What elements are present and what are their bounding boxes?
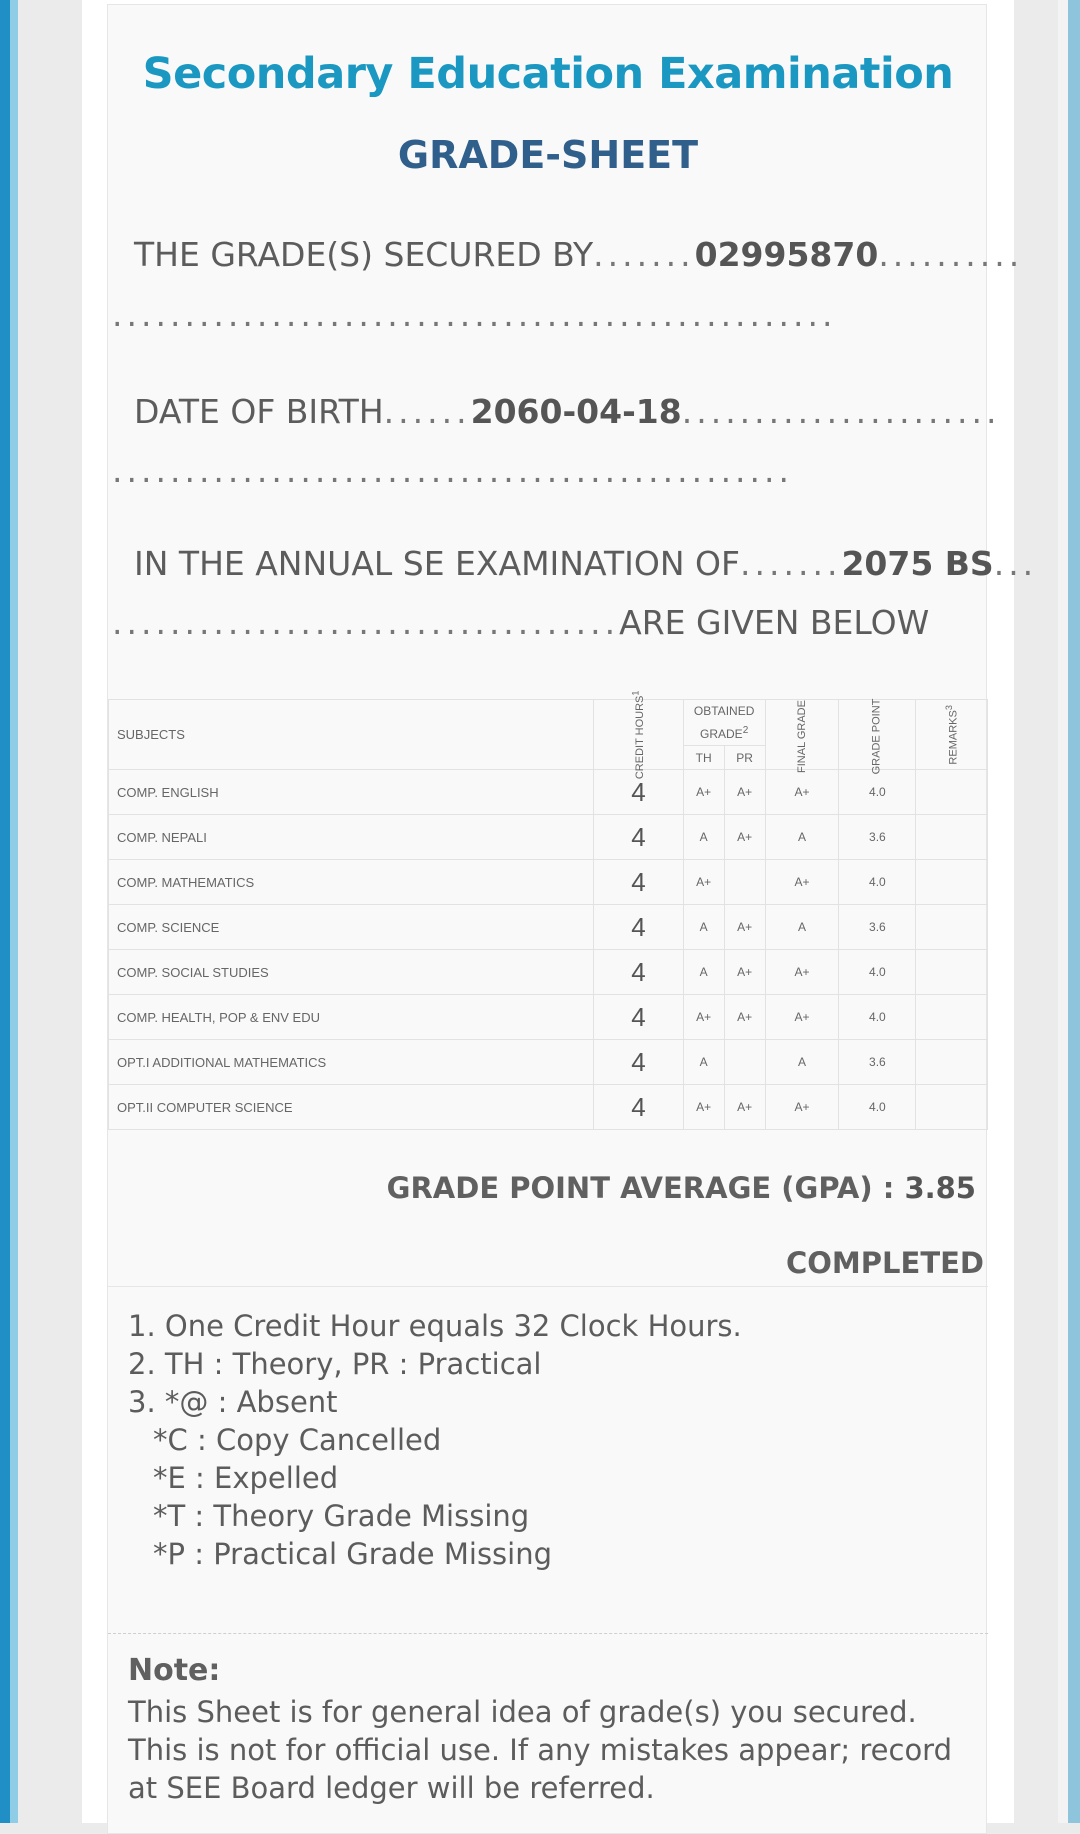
table-row: [109, 1085, 988, 1130]
gpa-label: GRADE POINT AVERAGE (GPA) :: [386, 1171, 905, 1205]
credit-hours: 4: [594, 905, 684, 950]
subject-name: COMP. MATHEMATICS: [109, 860, 594, 905]
exam-year: 2075 BS: [841, 544, 994, 583]
credit-hours: 4: [594, 1085, 684, 1130]
remarks: [916, 1040, 988, 1085]
grade-point: 3.6: [839, 1040, 916, 1085]
header-subjects: SUBJECTS: [109, 700, 594, 770]
remarks: [916, 815, 988, 860]
grade-pr: [724, 1040, 765, 1085]
secured-by-line: [108, 235, 1024, 274]
grade-point: 3.6: [839, 815, 916, 860]
grade-point: 4.0: [839, 860, 916, 905]
header-grade-point: GRADE POINT: [839, 700, 916, 770]
note-body: This Sheet is for general idea of grade(s) you secured. This is not for official use. If any mistakes appear; record at SEE Board ledger will be referred.: [128, 1695, 953, 1805]
exam-label: IN THE ANNUAL SE EXAMINATION OF: [134, 544, 740, 583]
grade-pr: A+: [724, 950, 765, 995]
final-grade: A+: [765, 995, 839, 1040]
symbol-number: 02995870: [694, 235, 879, 274]
remarks: [916, 905, 988, 950]
grade-th: A: [683, 815, 724, 860]
table-row: [109, 860, 988, 905]
remarks: [916, 770, 988, 815]
credit-hours: 4: [594, 995, 684, 1040]
right-edge-gap: [1058, 0, 1068, 1823]
credit-hours: 4: [594, 815, 684, 860]
dots-line: ..................................................: [112, 295, 837, 334]
final-grade: A+: [765, 770, 839, 815]
header-credit-hours: CREDIT HOURS$^1$: [594, 700, 684, 770]
table-row: [109, 770, 988, 815]
divider: [108, 1286, 988, 1287]
grade-point: 4.0: [839, 995, 916, 1040]
note-title: Note:: [128, 1653, 221, 1688]
left-edge-bar-light: [10, 0, 18, 1823]
final-grade: A: [765, 1040, 839, 1085]
sheet-subtitle: GRADE-SHEET: [397, 133, 699, 177]
dots: ......................: [681, 392, 1001, 431]
credit-hours: 4: [594, 770, 684, 815]
grade-pr: [724, 860, 765, 905]
header-obtained-grade: OBTAINED GRADE$^2$: [683, 700, 765, 746]
final-grade: A: [765, 905, 839, 950]
left-edge-bar: [0, 0, 10, 1823]
header-th: TH: [683, 746, 724, 770]
header-final-grade: FINAL GRADE: [765, 700, 839, 770]
footnote-item: 3. *@ : Absent: [128, 1385, 338, 1419]
subject-name: COMP. ENGLISH: [109, 770, 594, 815]
final-grade: A+: [765, 1085, 839, 1130]
right-edge-bar: [1068, 0, 1080, 1823]
grade-pr: A+: [724, 1085, 765, 1130]
footnote-item: *P : Practical Grade Missing: [153, 1537, 553, 1571]
credit-hours: 4: [594, 860, 684, 905]
footnote-item: 2. TH : Theory, PR : Practical: [128, 1347, 542, 1381]
grade-th: A+: [683, 860, 724, 905]
subject-name: COMP. NEPALI: [109, 815, 594, 860]
footnote-item: 1. One Credit Hour equals 32 Clock Hours.: [128, 1309, 742, 1343]
footnote-item: *C : Copy Cancelled: [153, 1423, 442, 1457]
final-grade: A+: [765, 860, 839, 905]
dots: .......: [593, 235, 695, 274]
header-remarks: REMARKS$^3$: [916, 700, 988, 770]
grade-point: 4.0: [839, 1085, 916, 1130]
table-row: [109, 950, 988, 995]
table-row: [109, 1040, 988, 1085]
table-row: [109, 815, 988, 860]
dots: ......: [383, 392, 471, 431]
table-row: [109, 995, 988, 1040]
subject-name: OPT.I ADDITIONAL MATHEMATICS: [109, 1040, 594, 1085]
subject-name: COMP. SOCIAL STUDIES: [109, 950, 594, 995]
exam-suffix: ARE GIVEN BELOW: [619, 603, 930, 642]
grade-th: A: [683, 905, 724, 950]
grade-point: 4.0: [839, 950, 916, 995]
dotted-divider: [108, 1633, 988, 1634]
credit-hours: 4: [594, 1040, 684, 1085]
remarks: [916, 995, 988, 1040]
final-grade: A+: [765, 950, 839, 995]
header-pr: PR: [724, 746, 765, 770]
footnote-item: *E : Expelled: [153, 1461, 339, 1495]
grade-th: A+: [683, 770, 724, 815]
table-row: [109, 905, 988, 950]
exam-line: [108, 544, 1038, 583]
subject-name: COMP. HEALTH, POP & ENV EDU: [109, 995, 594, 1040]
grade-point: 4.0: [839, 770, 916, 815]
final-grade: A: [765, 815, 839, 860]
grade-th: A+: [683, 1085, 724, 1130]
subject-name: OPT.II COMPUTER SCIENCE: [109, 1085, 594, 1130]
grade-th: A: [683, 950, 724, 995]
grades-table: [108, 690, 988, 1130]
page-title: Secondary Education Examination: [142, 49, 954, 99]
gpa-value: 3.85: [904, 1171, 976, 1205]
grade-th: A+: [683, 995, 724, 1040]
exam-line-suffix: ...................................ARE GIVEN BELOW: [112, 603, 930, 642]
status-text: COMPLETED: [785, 1246, 984, 1280]
dob-line: [108, 392, 1001, 431]
grade-pr: A+: [724, 905, 765, 950]
dots: ...: [993, 544, 1038, 583]
secured-by-label: THE GRADE(S) SECURED BY: [134, 235, 594, 274]
remarks: [916, 950, 988, 995]
dots: ..........: [878, 235, 1024, 274]
subject-name: COMP. SCIENCE: [109, 905, 594, 950]
footnotes: [128, 1307, 742, 1573]
dob-label: DATE OF BIRTH: [134, 392, 384, 431]
remarks: [916, 1085, 988, 1130]
grade-sheet-card: [107, 4, 1038, 1834]
grade-point: 3.6: [839, 905, 916, 950]
grade-th: A: [683, 1040, 724, 1085]
grade-pr: A+: [724, 815, 765, 860]
remarks: [916, 860, 988, 905]
credit-hours: 4: [594, 950, 684, 995]
grade-pr: A+: [724, 995, 765, 1040]
dots: .......: [740, 544, 842, 583]
gpa-line: [387, 1171, 976, 1205]
footnote-item: *T : Theory Grade Missing: [153, 1499, 530, 1533]
dots-line: ...............................................: [112, 451, 794, 490]
dob-value: 2060-04-18: [470, 392, 682, 431]
page-container: [82, 0, 1038, 1823]
grade-pr: A+: [724, 770, 765, 815]
